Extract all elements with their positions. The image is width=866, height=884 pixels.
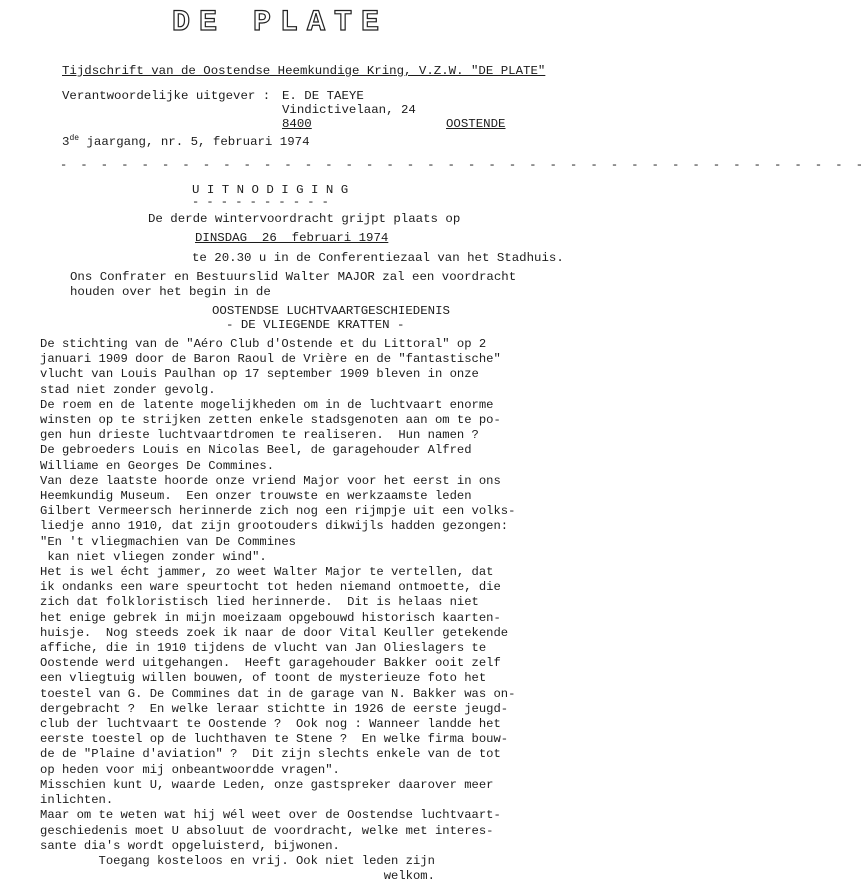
invitation-line-1: De derde wintervoordracht grijpt plaats op [148, 212, 461, 226]
body-line: vlucht van Louis Paulhan op 17 september 1909 bleven in onze [40, 367, 479, 382]
body-line: inlichten. [40, 793, 114, 808]
invitation-line-4: houden over het begin in de [70, 285, 271, 299]
body-line: Het is wel écht jammer, zo weet Walter Major te vertellen, dat [40, 565, 494, 580]
body-line: gen hun drieste luchtvaartdromen te realiseren. Hun namen ? [40, 428, 479, 443]
body-line: Oostende werd uitgehangen. Heeft garagehouder Bakker ooit zelf [40, 656, 501, 671]
body-line: dergebracht ? En welke leraar stichtte in 1926 de eerste jeugd- [40, 701, 509, 716]
body-line: huisje. Nog steeds zoek ik naar de door Vital Keuller getekende [40, 625, 509, 640]
body-line: Williame en Georges De Commines. [40, 458, 275, 473]
body-line: liedje anno 1910, dat zijn grootouders dikwijls hadden gezongen: [40, 519, 509, 534]
masthead-subtitle: Tijdschrift van de Oostendse Heemkundige Kring, V.Z.W. "DE PLATE" [62, 64, 546, 78]
body-line: zich dat folkloristisch lied herinnerde. Dit is helaas niet [40, 595, 479, 610]
issue-line [62, 134, 310, 149]
body-line: winsten op te strijken zetten enkele stadsgenoten aan om te po- [40, 413, 501, 428]
body-line: eerste toestel op de luchthaven te Stene ? En welke firma bouw- [40, 732, 509, 747]
invitation-heading-dashes: - - - - - - - - - - [192, 195, 329, 209]
body-line: Misschien kunt U, waarde Leden, onze gastspreker daarover meer [40, 777, 494, 792]
invitation-line-3: Ons Confrater en Bestuurslid Walter MAJOR zal een voordracht [70, 270, 517, 284]
body-line: Van deze laatste hoorde onze vriend Major voor het eerst in ons [40, 473, 501, 488]
invitation-heading: U I T N O D I G I N G [192, 183, 349, 197]
body-line: januari 1909 door de Baron Raoul de Vrière en de "fantastische" [40, 352, 501, 367]
body-line: op heden voor mij onbeantwoordde vragen". [40, 762, 340, 777]
invitation-line-2: te 20.30 u in de Conferentiezaal van het Stadhuis. [192, 251, 564, 265]
body-line: affiche, die in 1910 tijdens de vlucht van Jan Olieslagers te [40, 641, 487, 656]
publisher-name: E. DE TAEYE [282, 89, 364, 103]
publisher-street: Vindictivelaan, 24 [282, 103, 416, 117]
topic-title: OOSTENDSE LUCHTVAARTGESCHIEDENIS [212, 304, 450, 318]
body-line: geschiedenis moet U absoluut de voordracht, welke met interes- [40, 823, 494, 838]
article-body [40, 337, 515, 884]
body-line: Heemkundig Museum. Een onzer trouwste en werkzaamste leden [40, 489, 472, 504]
publisher-label: Verantwoordelijke uitgever : [62, 89, 271, 103]
issue-number: 3 [62, 135, 70, 150]
body-line: ik ondanks een ware speurtocht tot heden niemand ontmoette, die [40, 580, 501, 595]
body-line: een vliegtuig willen bouwen, of toont de mysterieuze foto het [40, 671, 487, 686]
body-line: De roem en de latente mogelijkheden om in de luchtvaart enorme [40, 397, 494, 412]
body-line: De gebroeders Louis en Nicolas Beel, de garagehouder Alfred [40, 443, 472, 458]
issue-suffix: de [69, 134, 80, 143]
body-line: "En 't vliegmachien van De Commines [40, 534, 296, 549]
body-line: het enige gebrek in mijn moeizaam opgebouwd historisch kaarten- [40, 610, 501, 625]
body-line: stad niet zonder gevolg. [40, 382, 216, 397]
body-line: Toegang kosteloos en vrij. Ook niet leden zijn [40, 853, 435, 868]
publisher-postcode: 8400 [282, 117, 312, 131]
publisher-city: OOSTENDE [446, 117, 506, 131]
body-line: toestel van G. De Commines dat in de garage van N. Bakker was on- [40, 686, 516, 701]
body-line: club der luchtvaart te Oostende ? Ook nog : Wanneer landde het [40, 717, 501, 732]
body-line: Maar om te weten wat hij wél weet over de Oostendse luchtvaart- [40, 808, 501, 823]
body-line: kan niet vliegen zonder wind". [40, 549, 267, 564]
topic-subtitle: - DE VLIEGENDE KRATTEN - [226, 318, 405, 332]
invitation-date: DINSDAG 26 februari 1974 [195, 231, 389, 245]
body-line: De stichting van de "Aéro Club d'Ostende et du Littoral" op 2 [40, 337, 487, 351]
masthead-title: DE PLATE [172, 6, 389, 40]
body-line: Gilbert Vermeersch herinnerde zich nog een rijmpje uit een volks- [40, 504, 516, 519]
separator-line: - - - - - - - - - - - - - - - - - - - - - - - - - - - - - - - - - - - - - - - - [60, 158, 866, 172]
body-line: sante dia's wordt opgeluisterd, bijwonen. [40, 838, 340, 853]
body-line: welkom. [40, 869, 435, 884]
body-line: de de "Plaine d'aviation" ? Dit zijn slechts enkele van de tot [40, 747, 501, 762]
issue-details: jaargang, nr. 5, februari 1974 [79, 135, 310, 150]
